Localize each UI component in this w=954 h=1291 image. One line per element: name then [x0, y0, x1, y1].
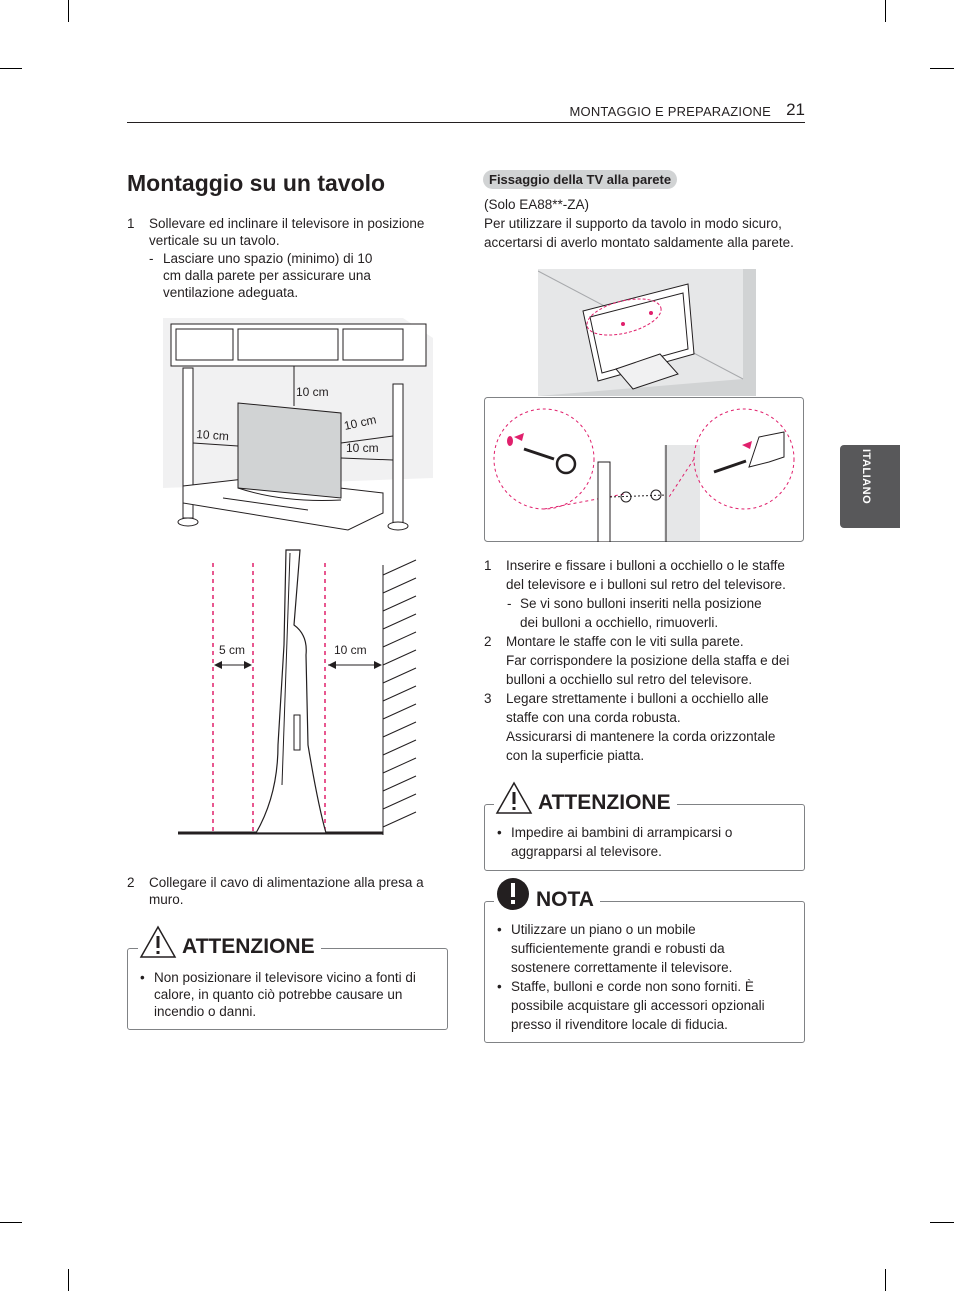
warning-text: aggrapparsi al televisore. [511, 844, 662, 859]
sub-text: ventilazione adeguata. [163, 285, 299, 300]
step-number: 2 [484, 634, 492, 649]
note-text: sostenere correttamente il televisore. [511, 960, 733, 975]
step-text: staffe con una corda robusta. [506, 710, 681, 725]
step-text: bulloni a occhiello sul retro del televisore. [506, 672, 753, 687]
warning-text: Impedire ai bambini di arrampicarsi o [511, 825, 733, 840]
step-text: con la superficie piatta. [506, 748, 645, 763]
step-text: Assicurarsi di mantenere la corda orizzontale [506, 729, 776, 744]
warning-title: ATTENZIONE [534, 791, 677, 815]
sub-text: Lasciare uno spazio (minimo) di 10 [163, 251, 373, 266]
sub-text: cm dalla parete per assicurare una [163, 268, 371, 283]
intro-text: accertarsi di averlo montato saldamente alla parete. [484, 235, 794, 250]
warning-triangle-icon [494, 780, 534, 816]
tv-wall-figure [538, 269, 756, 396]
bolt-detail-figure [484, 397, 804, 542]
crop-mark [930, 1222, 954, 1223]
clearance-5cm-label: 5 cm [219, 643, 246, 657]
bullet: • [140, 970, 145, 985]
crop-mark [930, 68, 954, 69]
step-text: Collegare il cavo di alimentazione alla presa a [149, 875, 424, 890]
step-text: Far corrispondere la posizione della staffa e dei [506, 653, 790, 668]
warning-title: ATTENZIONE [178, 935, 321, 959]
step-text: Montare le staffe con le viti sulla parete. [506, 634, 744, 649]
step-text: Inserire e fissare i bulloni a occhiello o le staffe [506, 558, 785, 573]
crop-mark [0, 1222, 22, 1223]
clearance-right-lower-label: 10 cm [346, 441, 379, 455]
clearance-top-label: 10 cm [296, 385, 329, 399]
warning-text: calore, in quanto ciò potrebbe causare un [154, 987, 403, 1002]
step-text: muro. [149, 892, 184, 907]
warning-text: Non posizionare il televisore vicino a fonti di [154, 970, 416, 985]
language-tab-label: ITALIANO [860, 449, 872, 505]
sub-text: dei bulloni a occhiello, rimuoverli. [520, 615, 719, 630]
side-clearance-figure [178, 545, 418, 838]
crop-mark [885, 1269, 886, 1291]
tv-on-table-figure [163, 318, 433, 536]
clearance-left-label: 10 cm [195, 427, 230, 444]
crop-mark [0, 68, 22, 69]
language-tab [840, 445, 900, 528]
note-text: Utilizzare un piano o un mobile [511, 922, 696, 937]
intro-text: Per utilizzare il supporto da tavolo in modo sicuro, [484, 216, 782, 231]
note-text: Staffe, bulloni e corde non sono forniti. È [511, 979, 754, 994]
step-text: Sollevare ed inclinare il televisore in posizione [149, 216, 425, 231]
step-number: 1 [127, 216, 135, 231]
note-text: possibile acquistare gli accessori opzionali [511, 998, 765, 1013]
dash: - [149, 251, 154, 266]
warning-text: incendio o danni. [154, 1004, 257, 1019]
dash: - [507, 596, 512, 611]
step-number: 2 [127, 875, 135, 890]
note-text: sufficientemente grandi e robusti da [511, 941, 725, 956]
section-subtitle: Fissaggio della TV alla parete [483, 170, 677, 189]
section-title: MONTAGGIO E PREPARAZIONE [569, 104, 771, 119]
crop-mark [885, 0, 886, 22]
bullet: • [497, 825, 502, 840]
crop-mark [68, 0, 69, 22]
warning-triangle-icon [138, 924, 178, 960]
step-number: 3 [484, 691, 492, 706]
note-title: NOTA [532, 888, 600, 912]
page-title: Montaggio su un tavolo [127, 170, 386, 196]
bullet: • [497, 979, 502, 994]
model-note: (Solo EA88**-ZA) [484, 197, 590, 212]
page-header [127, 100, 805, 123]
crop-mark [68, 1269, 69, 1291]
page-number: 21 [786, 100, 805, 119]
step-text: Legare strettamente i bulloni a occhiello alle [506, 691, 769, 706]
step-text: verticale su un tavolo. [149, 233, 280, 248]
bullet: • [497, 922, 502, 937]
step-text: del televisore e i bulloni sul retro del televisore. [506, 577, 786, 592]
clearance-10cm-label: 10 cm [334, 643, 367, 657]
step-number: 1 [484, 558, 492, 573]
note-text: presso il rivenditore locale di fiducia. [511, 1017, 728, 1032]
exclamation-circle-icon [494, 876, 532, 912]
sub-text: Se vi sono bulloni inseriti nella posizione [520, 596, 762, 611]
clearance-right-upper-label: 10 cm [342, 412, 378, 433]
